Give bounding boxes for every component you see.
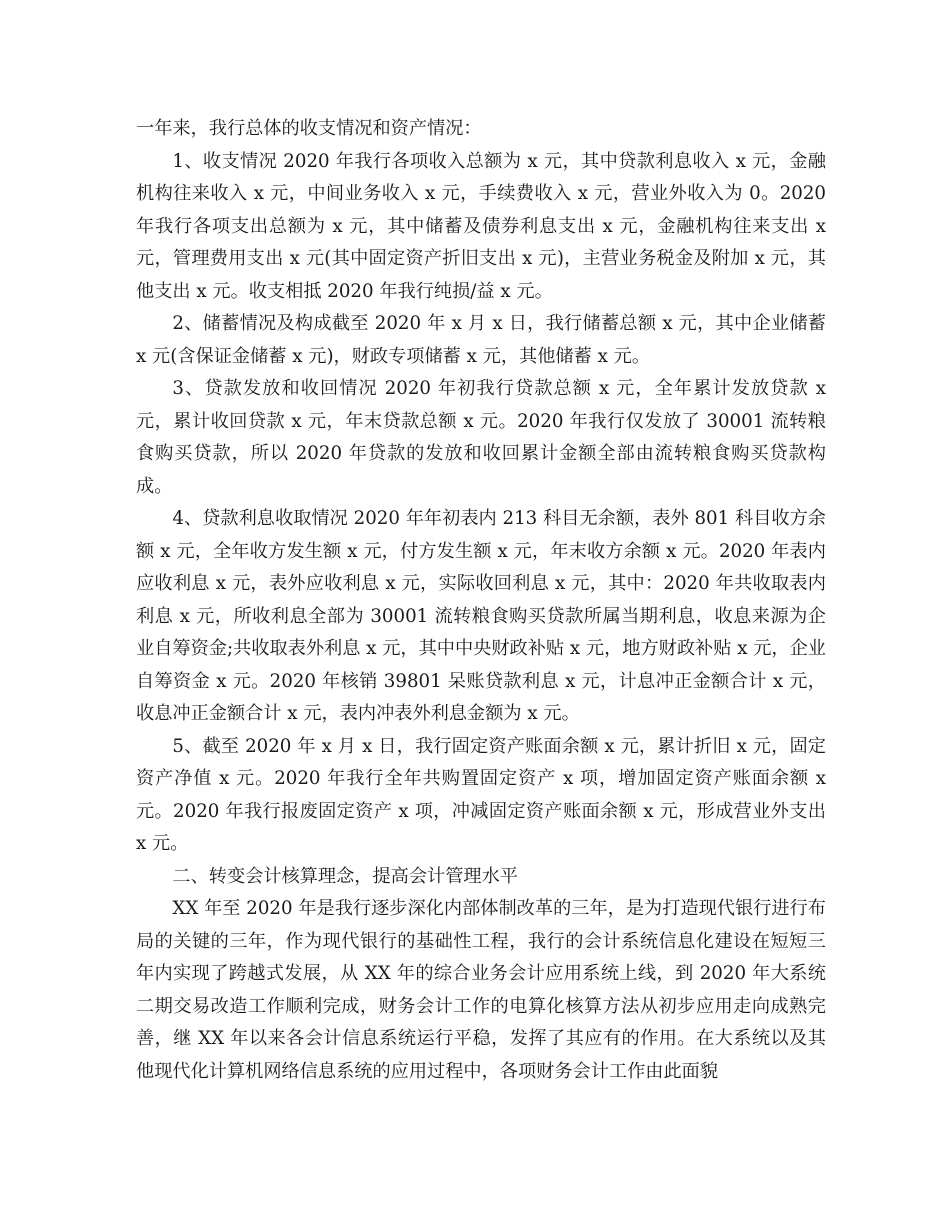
paragraph-income-expense: 1、收支情况 2020 年我行各项收入总额为 x 元，其中贷款利息收入 x 元，金融机构往来收入 x 元，中间业务收入 x 元，手续费收入 x 元，营业外收入为 0。2020 年我行各项支出总额为 x 元，其中储蓄及债券利息支出 x 元，金融机构往来支出 x 元，管理费用支出 x 元(其中固定资产折旧支出 x 元)，主营业务税金及附加 x 元，其他支出 x 元。收支相抵 2020 年我行纯损/益 x 元。 [136, 150, 826, 302]
paragraph-loan-interest: 4、贷款利息收取情况 2020 年年初表内 213 科目无余额，表外 801 科目收方余额 x 元，全年收方发生额 x 元，付方发生额 x 元，年末收方余额 x 元。2020 年表内应收利息 x 元，表外应收利息 x 元，实际收回利息 x 元，其中：2020 年共收取表内利息 x 元，所收利息全部为 30001 流转粮食购买贷款所属当期利息，收息来源为企业自筹资金;共收取表外利息 x 元，其中中央财政补贴 x 元，地方财政补贴 x 元，企业自筹资金 x 元。2020 年核销 39801 呆账贷款利息 x 元，计息冲正金额合计 x 元，收息冲正金额合计 x 元，表内冲表外利息金额为 x 元。 [136, 508, 826, 724]
paragraph-loans: 3、贷款发放和收回情况 2020 年初我行贷款总额 x 元，全年累计发放贷款 x 元，累计收回贷款 x 元，年末贷款总额 x 元。2020 年我行仅发放了 30001 流转粮食购买贷款，所以 2020 年贷款的发放和收回累计金额全部由流转粮食购买贷款构成。 [136, 378, 826, 497]
paragraph-fixed-assets: 5、截至 2020 年 x 月 x 日，我行固定资产账面余额 x 元，累计折旧 x 元，固定资产净值 x 元。2020 年我行全年共购置固定资产 x 项，增加固定资产账面余额 x 元。2020 年我行报废固定资产 x 项，冲减固定资产账面余额 x 元，形成营业外支出 x 元。 [136, 735, 826, 854]
intro-line: 一年来，我行总体的收支情况和资产情况： [136, 118, 482, 139]
paragraph-accounting-reform: XX 年至 2020 年是我行逐步深化内部体制改革的三年，是为打造现代银行进行布局的关键的三年，作为现代银行的基础性工程，我行的会计系统信息化建设在短短三年内实现了跨越式发展，从 XX 年的综合业务会计应用系统上线，到 2020 年大系统二期交易改造工作顺利完成，财务会计工作的电算化核算方法从初步应用走向成熟完善，继 XX 年以来各会计信息系统运行平稳，发挥了其应有的作用。在大系统以及其他现代化计算机网络信息系统的应用过程中，各项财务会计工作由此面貌 [136, 898, 826, 1082]
paragraph-savings: 2、储蓄情况及构成截至 2020 年 x 月 x 日，我行储蓄总额 x 元，其中企业储蓄 x 元(含保证金储蓄 x 元)，财政专项储蓄 x 元，其他储蓄 x 元。 [136, 313, 826, 367]
document-body [136, 113, 826, 1088]
section-heading: 二、转变会计核算理念，提高会计管理水平 [172, 865, 518, 887]
